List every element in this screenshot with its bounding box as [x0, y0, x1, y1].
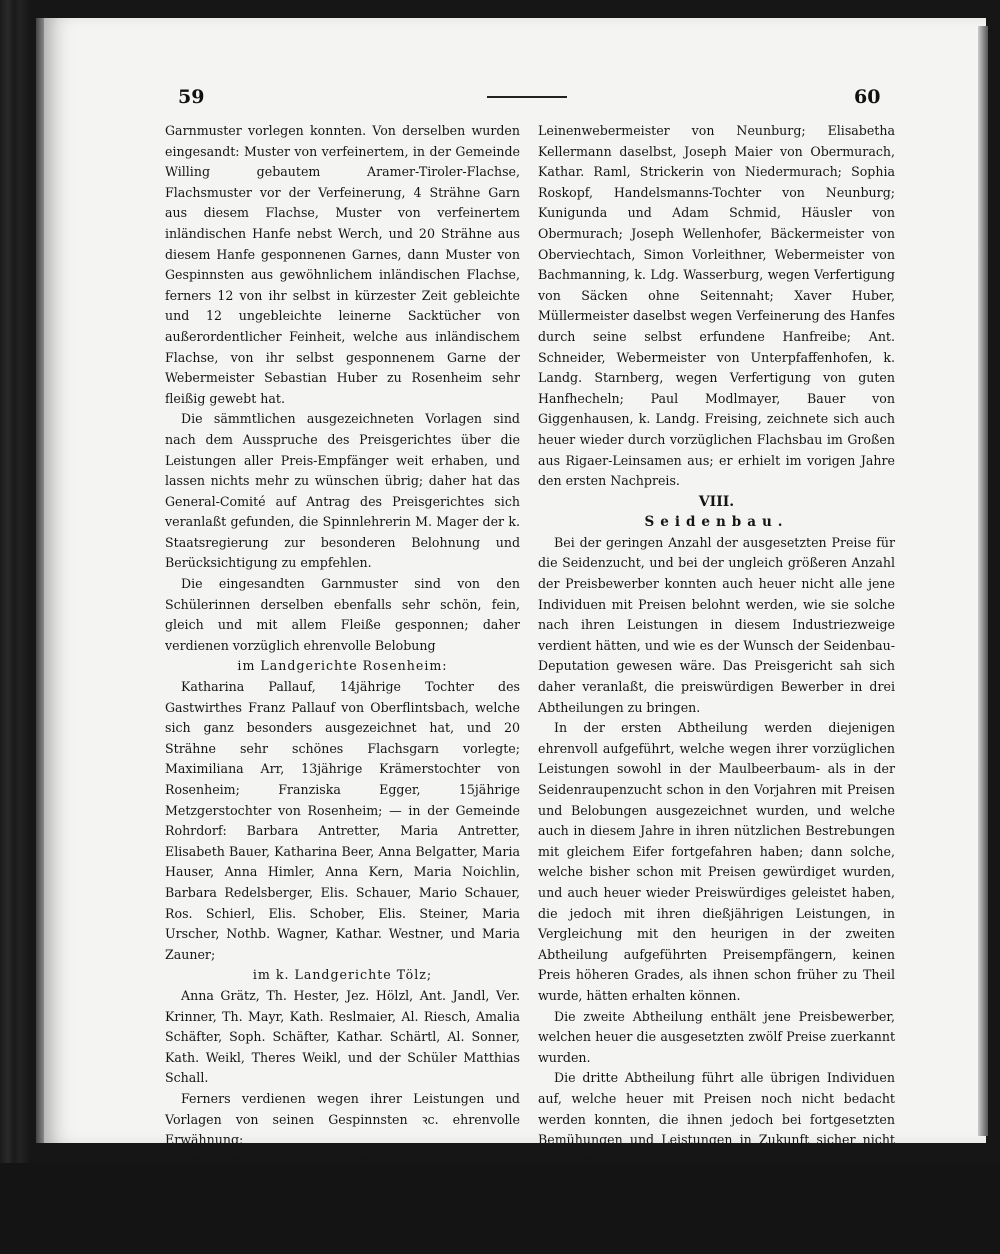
- page-number-right: 60: [854, 86, 881, 108]
- left-paragraph-3: im Landgerichte Rosenheim:: [237, 658, 448, 674]
- header-rule: [487, 96, 567, 98]
- right-paragraph-0: Leinenwebermeister von Neunburg; Elisabetha Kellermann daselbst, Joseph Maier von Obermurach, Kathar. Raml, Strickerin von Niedermurach; Sophia Roskopf, Handelsmanns-Tochter von Neunburg; Kunigunda und Adam Schmid, Häusler von Obermurach; Joseph Wellenhofer, Bäckermeister von Oberviechtach, Simon Vorleithner, Webermeister von Bachmanning, k. Ldg. Wasserburg, wegen Verfertigung von Säcken ohne Seitennaht; Xaver Huber, Müllermeister daselbst wegen Verfeinerung des Hanfes durch seine selbst erfundene Hanfreibe; Ant. Schneider, Webermeister von Unterpfaffenhofen, k. Landg. Starnberg, wegen Verfertigung von guten Hanfhecheln; Paul Modlmayer, Bauer von Giggenhausen, k. Landg. Freising, zeichnete sich auch heuer wieder durch vorzüglichen Flachsbau im Großen aus Rigaer-Leinsamen aus; er erhielt im vorigen Jahre den ersten Nachpreis.: [538, 123, 895, 489]
- left-paragraph-7: Ferners verdienen wegen ihrer Leistungen und Vorlagen von seinen Gespinnsten ꝛc. ehrenvolle Erwähnung;: [165, 1090, 520, 1148]
- left-paragraph-8: Frau Cresz. Fink, Bildhauers-Gattin von München; Frau Eva Stautner, Krämers-Wittwe von Stamsried, k. Landg. Roding im Regenkreise; — ferners im k. Landg. Neunburg vorm Wald im Regenkreise Franziska Balk, Bäuerin von Hannesried; Michael Götz,: [165, 1152, 520, 1251]
- left-paragraph-2: Die eingesandten Garnmuster sind von den Schülerinnen derselben ebenfalls sehr schön, fein, gleich und mit allem Fleiße gesponnen; daher verdienen vorzüglich ehrenvolle Belobung: [165, 576, 520, 653]
- left-paragraph-1: Die sämmtlichen ausgezeichneten Vorlagen sind nach dem Ausspruche des Preisgerichtes über die Leistungen aller Preis-Empfänger weit erhaben, und lassen nichts mehr zu wünschen übrig; daher hat das General-Comité auf Antrag des Preisgerichtes sich veranlaßt gefunden, die Spinnlehrerin M. Mager der k. Staatsregierung zur besonderen Belohnung und Berücksichtigung zu empfehlen.: [165, 411, 520, 571]
- right-text-column: [538, 121, 895, 1171]
- page-number-left: 59: [178, 86, 205, 108]
- left-text-column: [165, 121, 520, 1254]
- right-paragraph-4: In der ersten Abtheilung werden diejenigen ehrenvoll aufgeführt, welche wegen ihrer vorzüglichen Leistungen sowohl in der Maulbeerbaum- als in der Seidenraupenzucht schon in den Vorjahren mit Preisen und Belobungen ausgezeichnet wurden, und welche auch in diesem Jahre in ihren nützlichen Bestrebungen mit gleichem Eifer fortgefahren haben; dann solche, welche bisher schon mit Preisen gewürdiget wurden, und auch heuer wieder Preiswürdiges geleistet haben, die jedoch mit ihren dießjährigen Leistungen, in Vergleichung mit den heurigen in der zweiten Abtheilung aufgeführten Preisempfängern, keinen Preis höheren Grades, als ihnen schon früher zu Theil wurde, hätten erhalten können.: [538, 720, 895, 1003]
- left-paragraph-5: im k. Landgerichte Tölz;: [252, 967, 433, 983]
- right-paragraph-3: Bei der geringen Anzahl der ausgesetzten Preise für die Seidenzucht, und bei der ungleich größeren Anzahl der Preisbewerber konnten auch heuer nicht alle jene Individuen mit Preisen belohnt werden, wie sie solche nach ihren Leistungen in diesem Industriezweige verdient hätten, und wie es der Wunsch der Seidenbau-Deputation gewesen wäre. Das Preisgericht sah sich daher veranlaßt, die preiswürdigen Bewerber in drei Abtheilungen zu bringen.: [538, 534, 895, 715]
- left-paragraph-6: Anna Grätz, Th. Hester, Jez. Hölzl, Ant. Jandl, Ver. Krinner, Th. Mayr, Kath. Reslmaier, Al. Riesch, Amalia Schäfter, Soph. Schäfter, Kathar. Schärtl, Al. Sonner, Kath. Weikl, Theres Weikl, und der Schüler Matthias Schall.: [165, 987, 520, 1086]
- left-paragraph-0: Garnmuster vorlegen konnten. Von derselben wurden eingesandt: Muster von verfeinertem, in der Gemeinde Willing gebautem Aramer-Tiroler-Flachse, Flachsmuster vor der Verfeinerung, 4 Strähne Garn aus diesem Flachse, Muster von verfeinertem inländischen Hanfe nebst Werch, und 20 Strähne aus diesem Hanfe gesponnenen Garnes, dann Muster von Gespinnsten aus gewöhnlichem inländischen Flachse, ferners 12 von ihr selbst in kürzester Zeit gebleichte und 12 ungebleichte leinerne Sacktücher von außerordentlicher Feinheit, welche aus inländischem Flachse, von ihr selbst gesponnenem Garne der Webermeister Sebastian Huber zu Rosenheim sehr fleißig gewebt hat.: [165, 123, 520, 406]
- right-paragraph-1: VIII.: [698, 493, 735, 510]
- left-paragraph-4: Katharina Pallauf, 14jährige Tochter des Gastwirthes Franz Pallauf von Oberflintsbach, welche sich ganz besonders ausgezeichnet hat, und 20 Strähne sehr schönes Flachsgarn vorlegte; Maximiliana Arr, 13jährige Krämerstochter von Rosenheim; Franziska Egger, 15jährige Metzgerstochter von Rosenheim; — in der Gemeinde Rohrdorf: Barbara Antretter, Maria Antretter, Elisabeth Bauer, Katharina Beer, Anna Belgatter, Maria Hauser, Anna Himler, Anna Kern, Maria Noichlin, Barbara Redelsberger, Elis. Schauer, Mario Schauer, Ros. Schierl, Elis. Schober, Elis. Steiner, Maria Urscher, Nothb. Wagner, Kathar. Westner, und Maria Zauner;: [165, 679, 520, 962]
- right-paragraph-5: Die zweite Abtheilung enthält jene Preisbewerber, welchen heuer die ausgesetzten zwölf Preise zuerkannt wurden.: [538, 1008, 895, 1065]
- right-paragraph-2: Seidenbau.: [644, 514, 789, 531]
- page-right-edge: [978, 26, 988, 1136]
- right-paragraph-6: Die dritte Abtheilung führt alle übrigen Individuen auf, welche heuer mit Preisen noch nicht bedacht werden konnten, die ihnen jedoch bei fortgesetzten Bemühungen und Leistungen in Zukunft sicher nicht entgehen dürften.: [538, 1070, 895, 1168]
